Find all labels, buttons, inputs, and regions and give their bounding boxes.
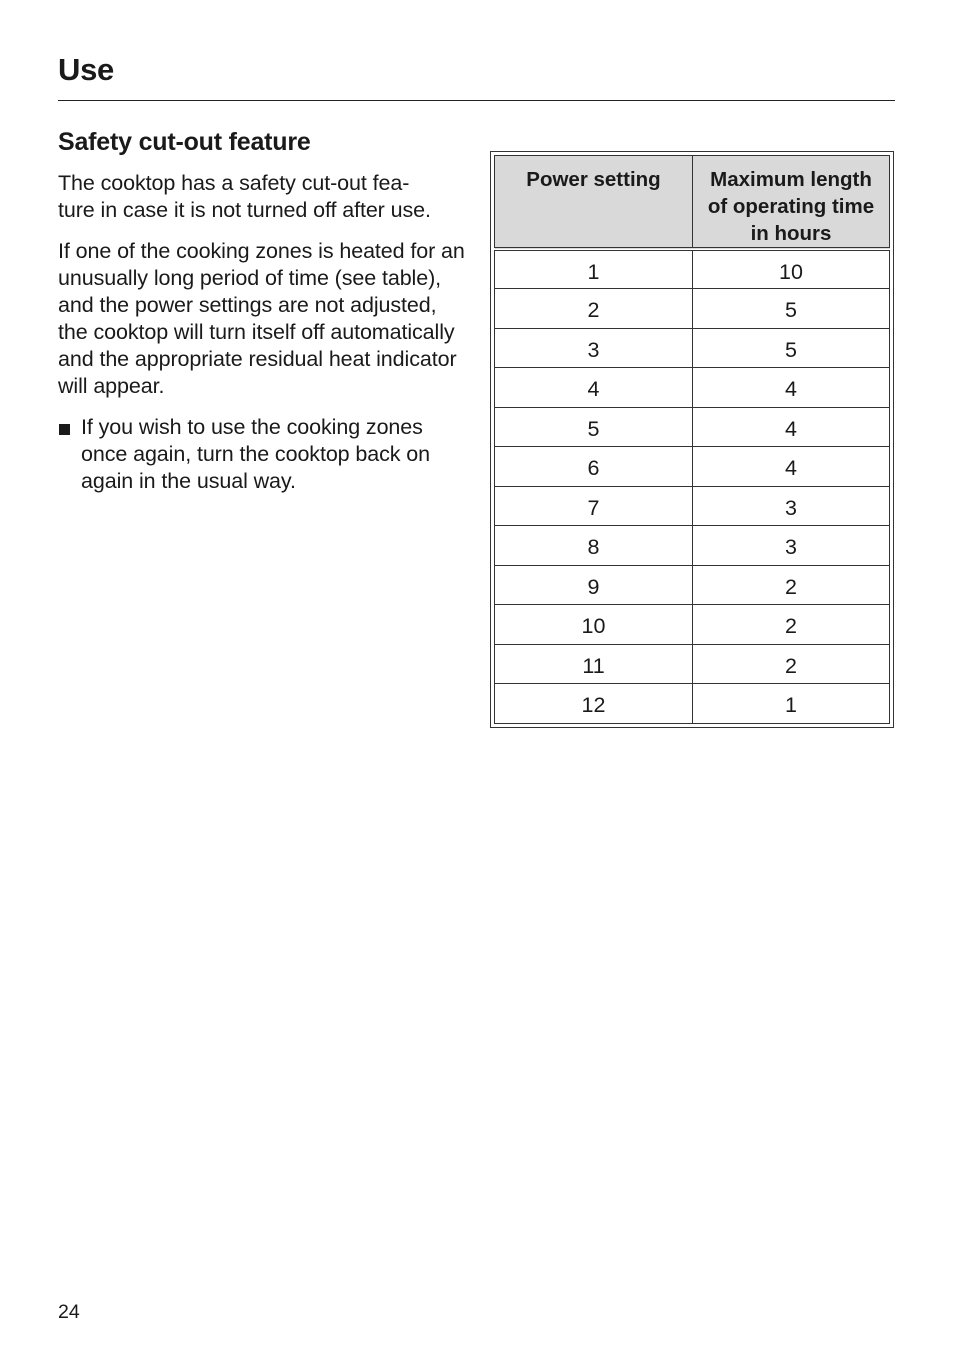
instruction-bullet (58, 414, 470, 495)
table-row (495, 407, 890, 447)
power-setting-cell: 5 (495, 407, 693, 447)
table-header-row (495, 156, 890, 250)
operating-time-table-frame (490, 151, 894, 728)
intro-paragraph (58, 170, 470, 224)
title-divider (58, 100, 895, 101)
max-hours-cell: 10 (693, 249, 890, 289)
table-row (495, 486, 890, 526)
power-setting-cell: 4 (495, 368, 693, 408)
table-row (495, 565, 890, 605)
section-heading: Safety cut-out feature (58, 128, 311, 156)
max-hours-cell: 5 (693, 328, 890, 368)
instruction-text: If you wish to use the cooking zones once again, turn the cooktop back on again in the usual way. (81, 415, 431, 493)
table-row (495, 684, 890, 724)
table-row (495, 328, 890, 368)
power-setting-cell: 11 (495, 644, 693, 684)
table-row (495, 249, 890, 289)
max-hours-cell: 5 (693, 289, 890, 329)
power-setting-cell: 3 (495, 328, 693, 368)
table-row (495, 289, 890, 329)
max-hours-cell: 2 (693, 644, 890, 684)
column-header-max-operating-time: Maximum length of operating time in hours (693, 156, 890, 250)
power-setting-cell: 1 (495, 249, 693, 289)
max-hours-cell: 4 (693, 447, 890, 487)
max-hours-cell: 2 (693, 565, 890, 605)
power-setting-cell: 6 (495, 447, 693, 487)
table-row (495, 644, 890, 684)
power-setting-cell: 2 (495, 289, 693, 329)
column-header-power-setting: Power setting (495, 156, 693, 250)
max-hours-cell: 4 (693, 407, 890, 447)
intro-paragraph-line-1: The cooktop has a safety cut-out fea- (58, 171, 410, 195)
power-setting-cell: 7 (495, 486, 693, 526)
table-body (495, 249, 890, 723)
table-row (495, 368, 890, 408)
max-hours-cell: 4 (693, 368, 890, 408)
square-bullet-icon (59, 424, 70, 435)
page-title: Use (58, 52, 114, 87)
max-hours-cell: 3 (693, 526, 890, 566)
max-hours-cell: 2 (693, 605, 890, 645)
page-number: 24 (58, 1301, 80, 1323)
power-setting-cell: 10 (495, 605, 693, 645)
power-setting-cell: 9 (495, 565, 693, 605)
table-row (495, 526, 890, 566)
intro-paragraph-line-2: ture in case it is not turned off after use. (58, 198, 431, 222)
detail-paragraph: If one of the cooking zones is heated for an unusually long period of time (see table), and the power settings are not adjusted, the cooktop will turn itself off automatically and the appropriate residual heat indicator will appear. (58, 239, 465, 398)
section-body (58, 170, 470, 495)
table-row (495, 447, 890, 487)
power-setting-cell: 8 (495, 526, 693, 566)
table-row (495, 605, 890, 645)
max-hours-cell: 3 (693, 486, 890, 526)
operating-time-table (494, 155, 890, 724)
power-setting-cell: 12 (495, 684, 693, 724)
max-hours-cell: 1 (693, 684, 890, 724)
